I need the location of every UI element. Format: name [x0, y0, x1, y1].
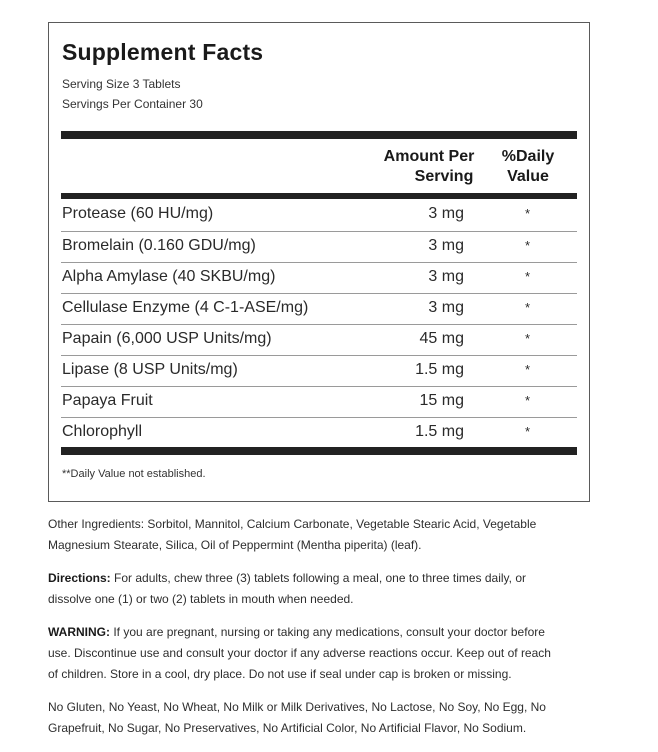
ingredient-amount: 45 mg	[419, 330, 464, 347]
directions-line1: For adults, chew three (3) tablets following a meal, one to three times daily, or	[110, 571, 526, 585]
ingredient-name: Papain (6,000 USP Units/mg)	[62, 330, 272, 347]
table-row	[61, 417, 577, 448]
amount-per-serving-header	[371, 147, 487, 187]
dv-header-line2: Value	[507, 168, 549, 185]
ingredient-name: Lipase (8 USP Units/mg)	[62, 361, 238, 378]
warning-line2: use. Discontinue use and consult your doctor if any adverse reactions occur. Keep out of reach	[48, 646, 551, 660]
nutrient-rows	[61, 200, 577, 448]
ingredient-daily-value: *	[525, 393, 531, 408]
ingredient-name: Alpha Amylase (40 SKBU/mg)	[62, 268, 276, 285]
directions-line2: dissolve one (1) or two (2) tablets in mouth when needed.	[48, 592, 354, 606]
table-row	[61, 386, 577, 417]
ingredient-daily-value: *	[525, 300, 531, 315]
supplement-facts-panel	[48, 22, 590, 502]
ingredient-daily-value: *	[525, 331, 531, 346]
ingredient-name: Chlorophyll	[62, 423, 143, 440]
dv-header-line1: %Daily	[501, 148, 555, 165]
table-row	[61, 324, 577, 355]
ingredient-daily-value: *	[525, 424, 531, 439]
bottom-divider-bar	[61, 447, 577, 455]
table-row	[61, 200, 577, 231]
header-divider-bar	[61, 193, 577, 199]
ingredient-amount: 1.5 mg	[415, 361, 464, 378]
directions	[48, 568, 608, 610]
ingredient-amount: 3 mg	[428, 299, 464, 316]
ingredient-daily-value: *	[525, 269, 531, 284]
serving-size: Serving Size 3 Tablets	[62, 77, 181, 91]
ingredient-daily-value: *	[525, 206, 531, 221]
warning-line3: of children. Store in a cool, dry place. Do not use if seal under cap is broken or missing.	[48, 667, 512, 681]
warning	[48, 622, 608, 685]
warning-label: WARNING:	[48, 625, 110, 639]
amount-header-line2: Serving	[414, 168, 474, 185]
ingredient-name: Bromelain (0.160 GDU/mg)	[62, 237, 256, 254]
ingredient-amount: 15 mg	[419, 392, 464, 409]
free-from-line2: Grapefruit, No Sugar, No Preservatives, No Artificial Color, No Artificial Flavor, No Sodium.	[48, 721, 527, 735]
ingredient-amount: 3 mg	[428, 237, 464, 254]
daily-value-header	[493, 147, 563, 187]
table-row	[61, 293, 577, 324]
ingredient-name: Papaya Fruit	[62, 392, 153, 409]
free-from-statement	[48, 697, 608, 739]
daily-value-footnote: **Daily Value not established.	[62, 468, 206, 480]
panel-title: Supplement Facts	[62, 39, 264, 65]
servings-per-container: Servings Per Container 30	[62, 97, 203, 111]
warning-line1: If you are pregnant, nursing or taking any medications, consult your doctor before	[110, 625, 545, 639]
directions-label: Directions:	[48, 571, 111, 585]
other-ingredients-line1: Other Ingredients: Sorbitol, Mannitol, Calcium Carbonate, Vegetable Stearic Acid, Vegetable	[48, 517, 537, 531]
ingredient-amount: 3 mg	[428, 268, 464, 285]
ingredient-name: Protease (60 HU/mg)	[62, 205, 214, 222]
ingredient-name: Cellulase Enzyme (4 C-1-ASE/mg)	[62, 299, 309, 316]
ingredient-daily-value: *	[525, 362, 531, 377]
ingredient-daily-value: *	[525, 238, 531, 253]
free-from-line1: No Gluten, No Yeast, No Wheat, No Milk or Milk Derivatives, No Lactose, No Soy, No Egg, No	[48, 700, 546, 714]
ingredient-amount: 3 mg	[428, 205, 464, 222]
table-row	[61, 262, 577, 293]
top-divider-bar	[61, 131, 577, 139]
other-ingredients-line2: Magnesium Stearate, Silica, Oil of Peppermint (Mentha piperita) (leaf).	[48, 538, 422, 552]
other-ingredients	[48, 514, 608, 556]
amount-header-line1: Amount Per	[383, 148, 475, 165]
ingredient-amount: 1.5 mg	[415, 423, 464, 440]
table-row	[61, 355, 577, 386]
table-row	[61, 231, 577, 262]
